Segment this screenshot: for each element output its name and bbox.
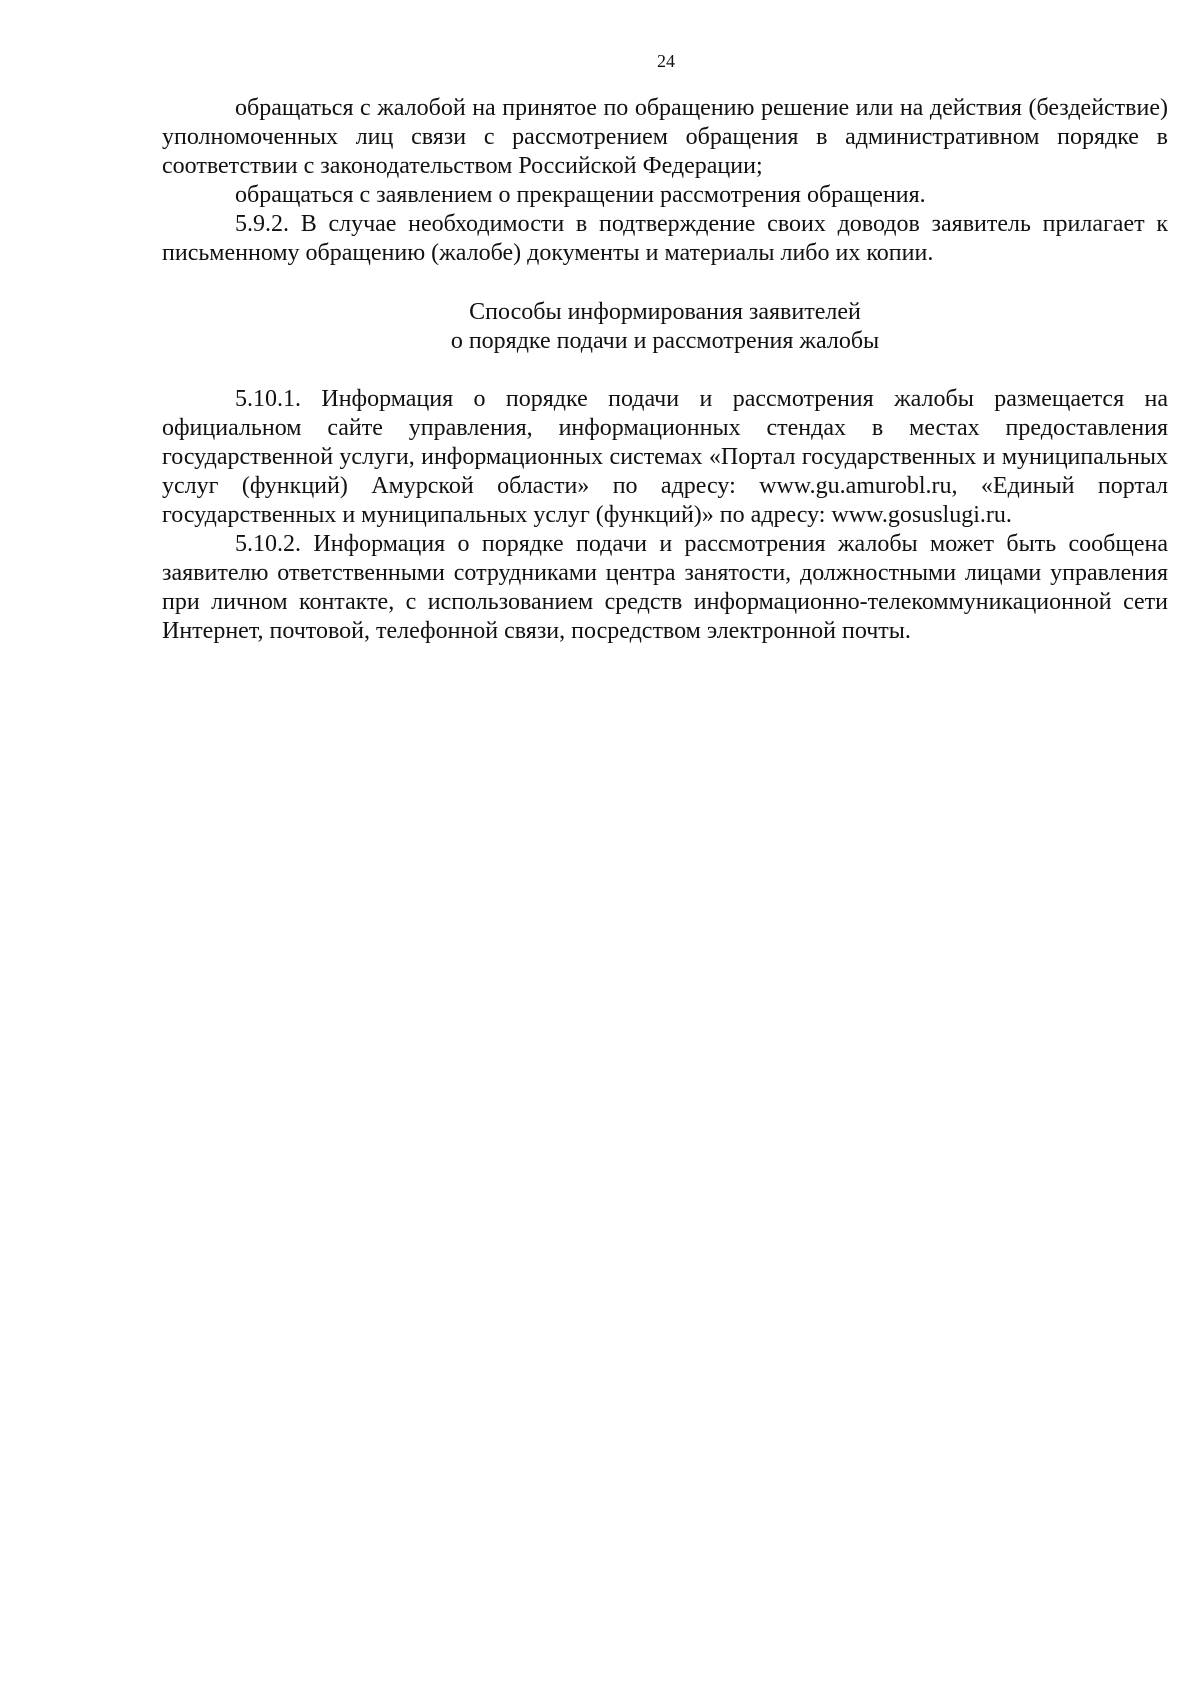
- paragraph-5-10-1: 5.10.1. Информация о порядке подачи и рассмотрения жалобы размещается на официальном сайте управления, информационных стендах в местах предоставления государственной услуги, информационных системах «Портал государственных и муниципальных услуг (функций) Амурской области» по адресу: www.gu.amurobl.ru, «Единый портал государственных и муниципальных услуг (функций)» по адресу: www.gosuslugi.ru.: [162, 386, 1168, 528]
- section-heading: [162, 298, 1168, 356]
- paragraph-complaint-right: обращаться с жалобой на принятое по обращению решение или на действия (бездействие) уполномоченных лиц связи с рассмотрением обращения в административном порядке в соответствии с законодательством Российской Федерации;: [162, 95, 1168, 179]
- document-body: [162, 94, 1168, 646]
- section-heading-line-2: о порядке подачи и рассмотрения жалобы: [450, 328, 880, 354]
- paragraph-5-9-2: 5.9.2. В случае необходимости в подтверждение своих доводов заявитель прилагает к письменному обращению (жалобе) документы и материалы либо их копии.: [162, 211, 1168, 266]
- paragraph-5-10-2: 5.10.2. Информация о порядке подачи и рассмотрения жалобы может быть сообщена заявителю ответственными сотрудниками центра занятости, должностными лицами управления при личном контакте, с использованием средств информационно-телекоммуникационной сети Интернет, почтовой, телефонной связи, посредством электронной почты.: [162, 531, 1168, 644]
- section-heading-line-1: Способы информирования заявителей: [469, 299, 861, 325]
- paragraph-termination-request: обращаться с заявлением о прекращении рассмотрения обращения.: [235, 182, 926, 208]
- page-number: 24: [657, 51, 675, 71]
